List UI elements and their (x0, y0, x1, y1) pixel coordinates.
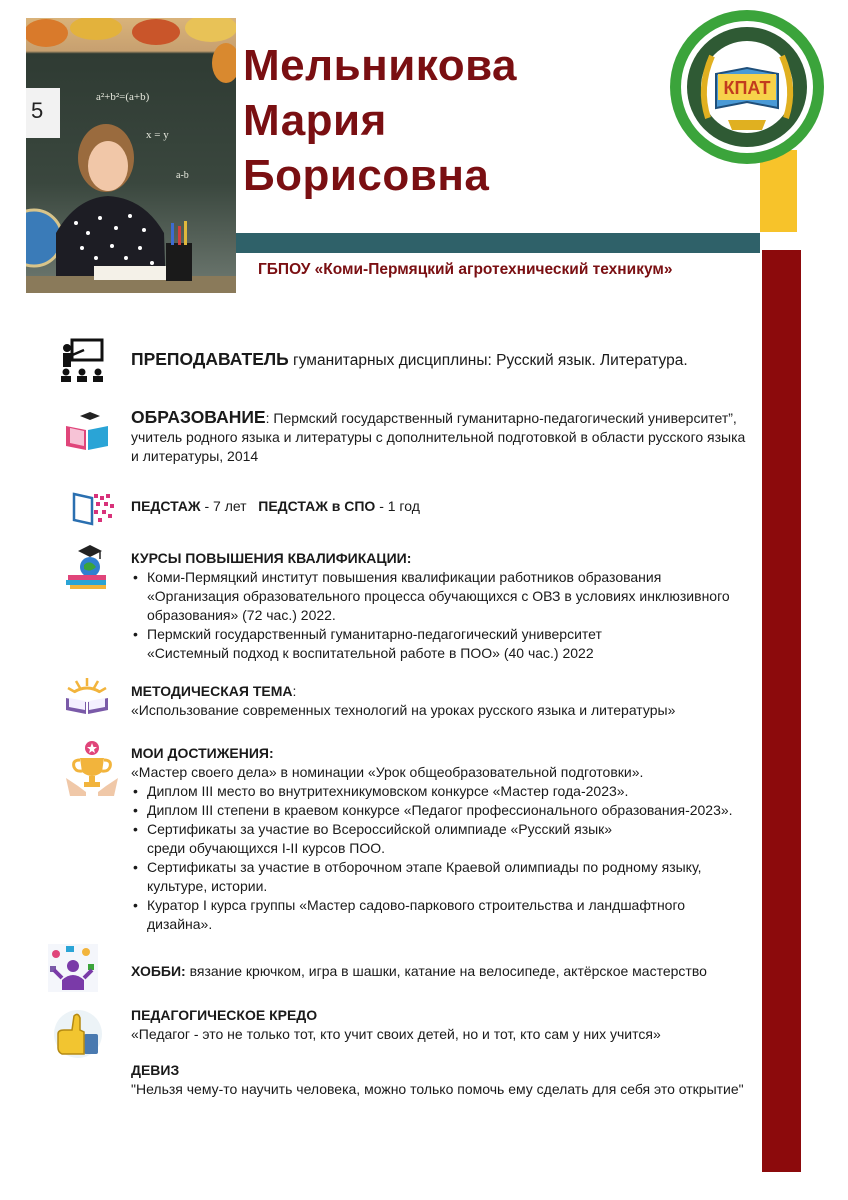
open-book-sun-icon (64, 676, 110, 721)
courses-section (131, 549, 751, 663)
education-heading: ОБРАЗОВАНИЕ (131, 407, 266, 427)
education-text: : Пермский государственный гуманитарно-педагогический университет”, учитель родного языка и литературы с дополнительной подготовкой в области русского языка и литературы, 2014 (131, 410, 746, 464)
method-colon: : (292, 683, 297, 699)
credo-heading: ПЕДАГОГИЧЕСКОЕ КРЕДО (131, 1007, 318, 1023)
credo-section (131, 1006, 751, 1044)
thumbs-up-icon (52, 1008, 104, 1065)
trophy-icon (64, 740, 120, 803)
name-surname: Мельникова (243, 41, 518, 90)
svg-text:a-b: a-b (176, 170, 189, 181)
education-book-icon (64, 412, 110, 457)
experience-value-total: - 7 лет (200, 498, 247, 514)
experience-book-icon (72, 490, 116, 531)
name-patronymic: Борисовна (243, 151, 490, 200)
courses-heading: КУРСЫ ПОВЫШЕНИЯ КВАЛИФИКАЦИИ: (131, 550, 412, 566)
svg-text:x = y: x = y (146, 129, 169, 141)
list-item: • Пермский государственный гуманитарно-педагогический университет «Системный подход к воспитательной работе в ПОО» (40 час.) 2022 (147, 625, 647, 663)
achievements-section (131, 744, 751, 934)
hobby-person-icon (48, 944, 98, 997)
teacher-heading: ПРЕПОДАВАТЕЛЬ (131, 349, 289, 369)
college-name: ГБПОУ «Коми-Пермяцкий агротехнический техникум» (258, 261, 673, 278)
method-section (131, 682, 751, 720)
courses-list (131, 568, 751, 663)
teacher-photo (26, 18, 236, 293)
list-item: • Диплом III место во внутритехникумовском конкурсе «Мастер года-2023». (147, 782, 751, 801)
method-text: «Использование современных технологий на уроках русского языка и литературы» (131, 702, 676, 718)
motto-text: "Нельзя чему-то научить человека, можно только помочь ему сделать для себя это открытие" (131, 1081, 744, 1097)
experience-label-spo: ПЕДСТАЖ в СПО (258, 498, 376, 514)
achievements-intro: «Мастер своего дела» в номинации «Урок общеобразовательной подготовки». (131, 764, 644, 780)
teal-divider-bar (236, 233, 760, 253)
list-item: • Сертификаты за участие во Всероссийской олимпиаде «Русский язык» среди обучающихся I-II курсов ПОО. (147, 820, 617, 858)
list-item: • Сертификаты за участие в отборочном этапе Краевой олимпиады по родному языку, культуре, истории. (147, 858, 727, 896)
red-side-bar (762, 250, 801, 1172)
teacher-name (243, 38, 517, 203)
teacher-section (131, 350, 751, 370)
achievements-heading: МОИ ДОСТИЖЕНИЯ: (131, 745, 274, 761)
list-item: • Диплом III степени в краевом конкурсе «Педагог профессионального образования-2023». (147, 801, 751, 820)
svg-text:5: 5 (31, 98, 44, 123)
experience-label-total: ПЕДСТАЖ (131, 498, 201, 514)
credo-text: «Педагог - это не только тот, кто учит своих детей, но и тот, кто сам у них учится» (131, 1026, 661, 1042)
motto-section (131, 1061, 771, 1099)
logo-text: КПАТ (723, 78, 771, 98)
education-section (131, 408, 751, 466)
list-item: • Коми-Пермяцкий институт повышения квалификации работников образования «Организация образовательного процесса обучающихся с ОВЗ в условиях инклюзивного образования» (72 час.) 2022. (147, 568, 747, 625)
motto-heading: ДЕВИЗ (131, 1062, 180, 1078)
college-logo (668, 8, 826, 166)
achievements-list (131, 782, 751, 934)
method-heading: МЕТОДИЧЕСКАЯ ТЕМА (131, 683, 293, 699)
experience-value-spo: - 1 год (375, 498, 420, 514)
teacher-text: гуманитарных дисциплины: Русский язык. Литература. (288, 352, 688, 369)
hobby-text: вязание крючком, игра в шашки, катание на велосипеде, актёрское мастерство (185, 963, 707, 979)
experience-section (131, 497, 751, 516)
graduation-globe-icon (64, 545, 110, 594)
list-item: • Куратор I курса группы «Мастер садово-паркового строительства и ландшафтного дизайна». (147, 896, 707, 934)
hobby-section (131, 962, 751, 981)
hobby-heading: ХОББИ: (131, 963, 186, 979)
name-first: Мария (243, 96, 387, 145)
svg-text:a²+b²=(a+b): a²+b²=(a+b) (96, 91, 150, 103)
teacher-icon (58, 338, 106, 387)
